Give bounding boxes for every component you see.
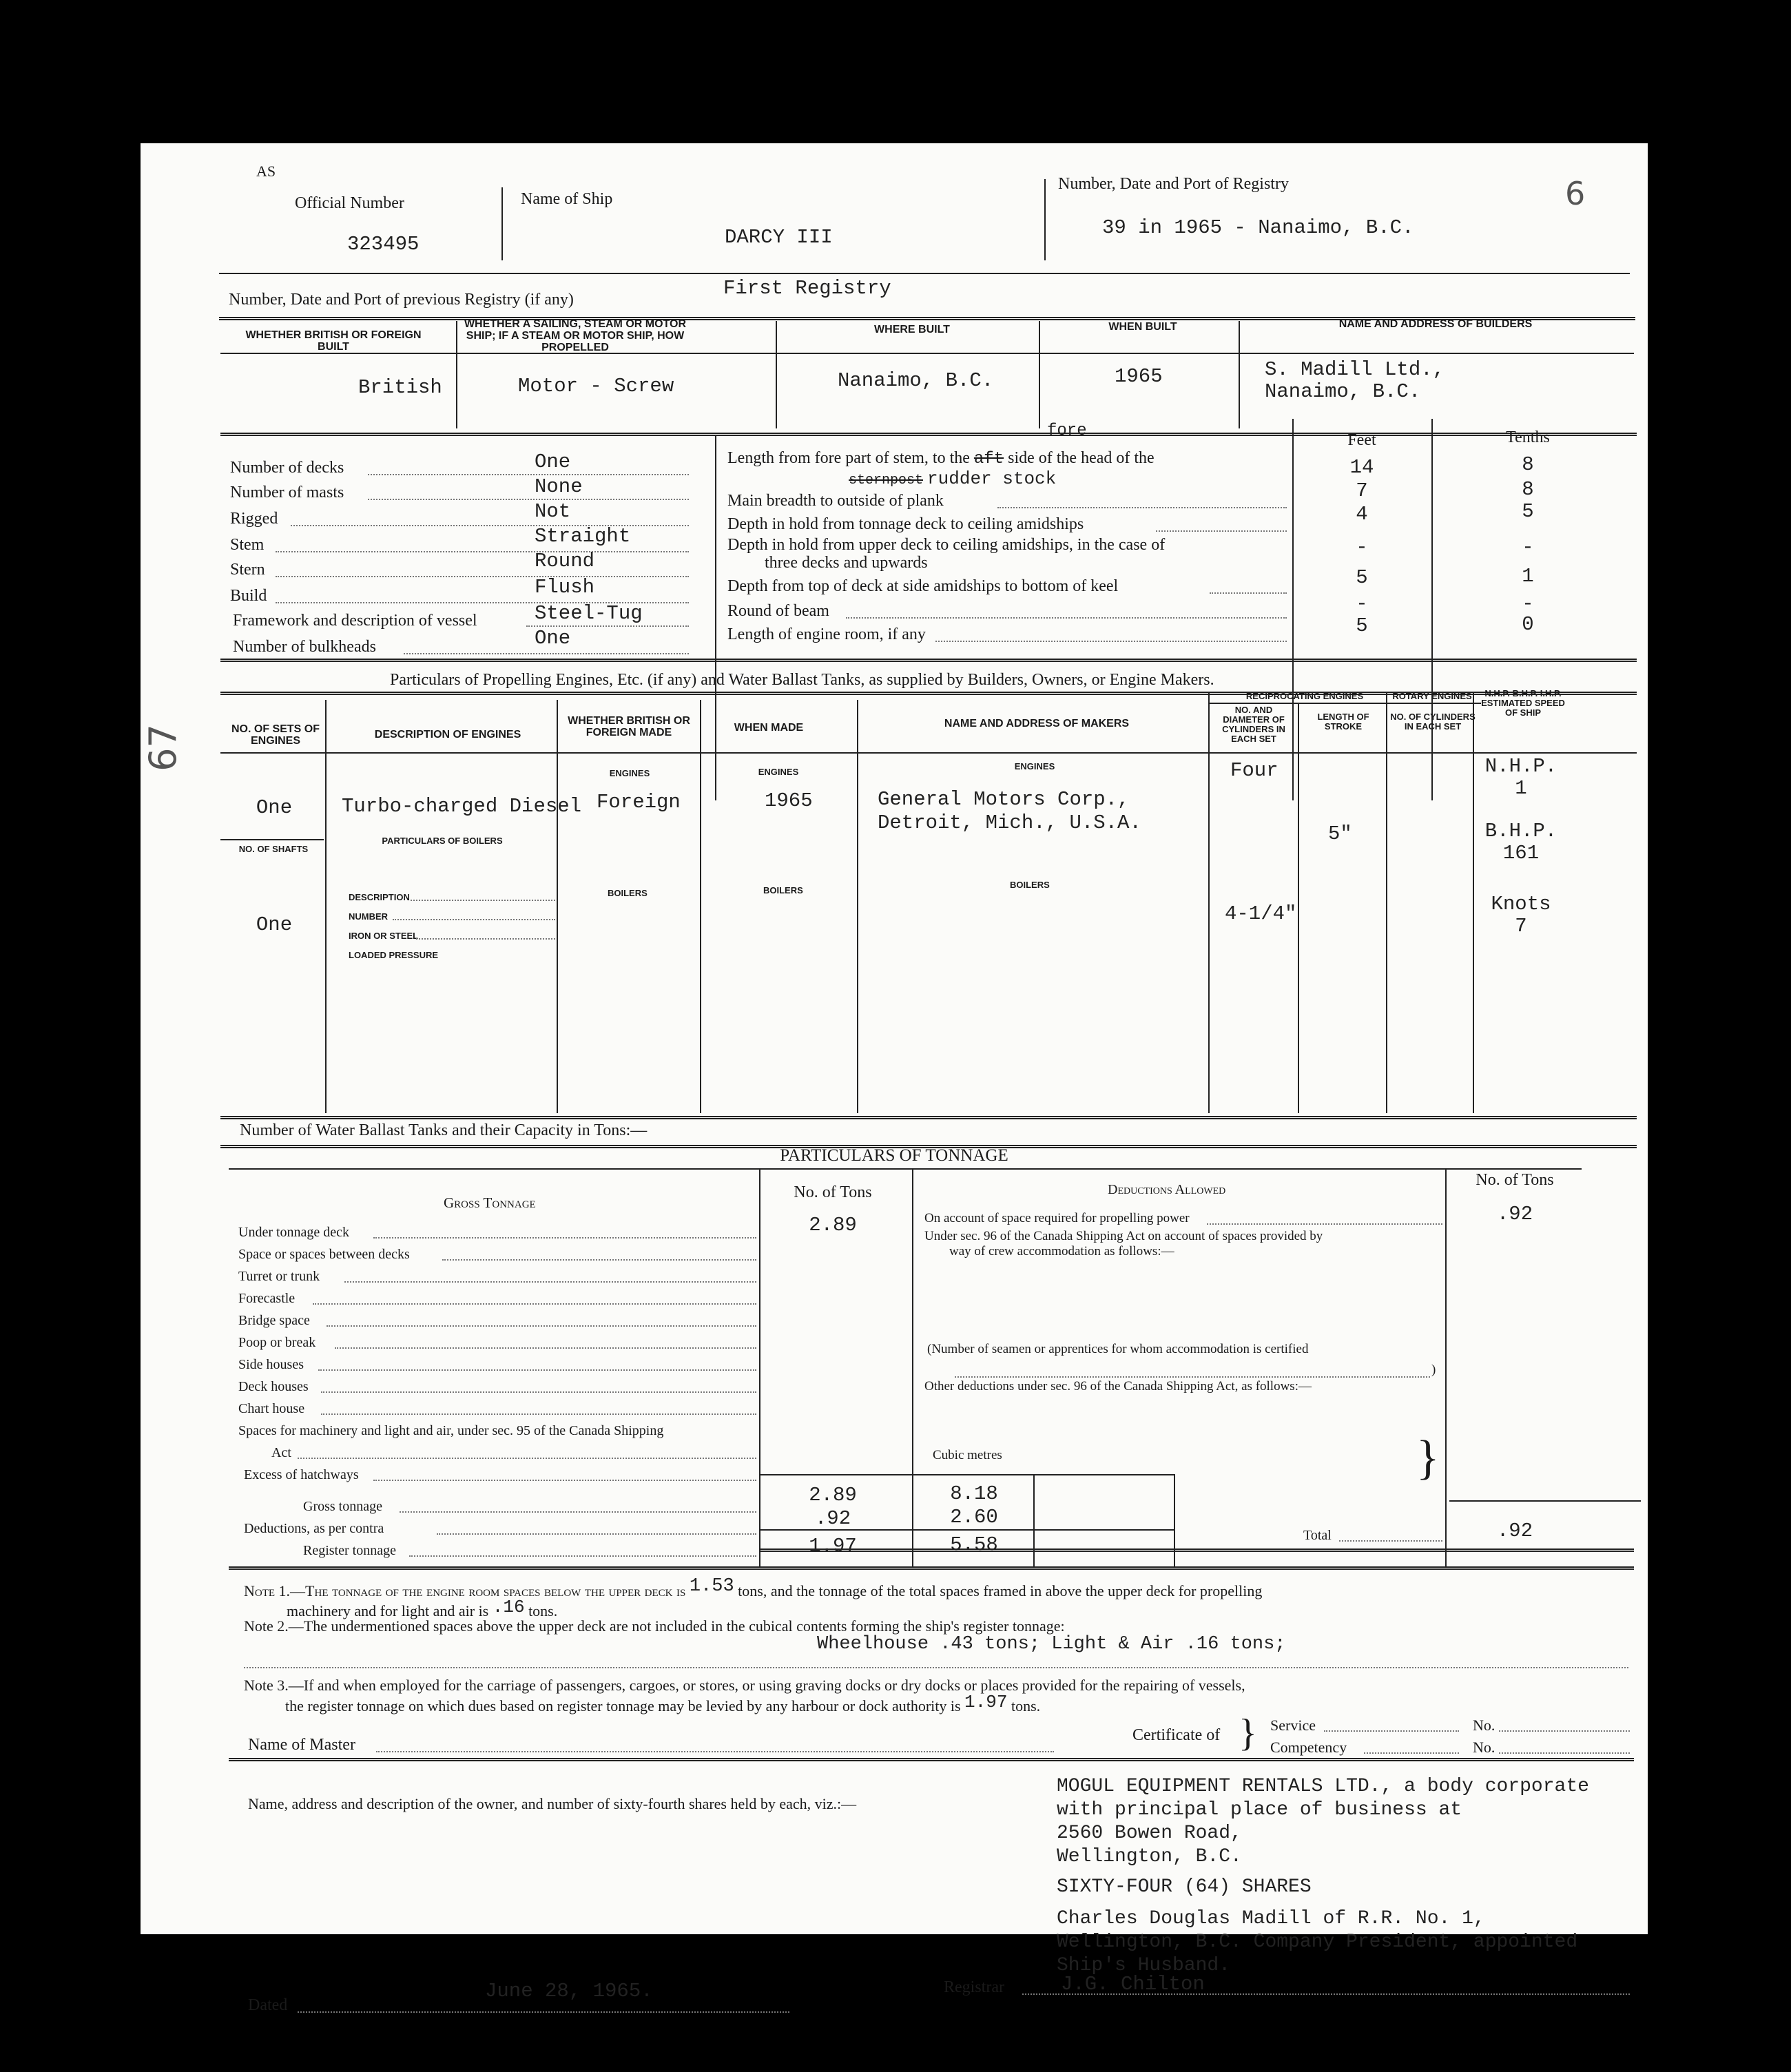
certificate-label: Certificate of bbox=[1132, 1726, 1221, 1744]
tenths-value: - bbox=[1522, 536, 1534, 559]
struck-text: aft bbox=[973, 450, 1004, 468]
register-label: Register tonnage bbox=[303, 1543, 396, 1558]
gross-item: Excess of hatchways bbox=[244, 1467, 359, 1482]
dotted-leader bbox=[846, 617, 1287, 619]
divider bbox=[912, 1168, 913, 1566]
gross-item: Space or spaces between decks bbox=[238, 1247, 410, 1262]
gross-item: Deck houses bbox=[238, 1379, 309, 1394]
owner-line: Wellington, B.C. bbox=[1057, 1846, 1242, 1867]
gross-item: Chart house bbox=[238, 1401, 305, 1416]
feet-value: 14 bbox=[1349, 456, 1374, 479]
dotted-leader bbox=[1499, 1752, 1630, 1754]
dotted-leader bbox=[321, 1391, 756, 1393]
field-value: Straight bbox=[535, 525, 631, 548]
note3-value: 1.97 bbox=[964, 1692, 1008, 1712]
sets-value: One bbox=[256, 796, 293, 819]
dotted-leader bbox=[373, 1480, 756, 1481]
tenths-value: 1 bbox=[1522, 565, 1534, 588]
builders-line2: Nanaimo, B.C. bbox=[1265, 380, 1421, 403]
shares: SIXTY-FOUR (64) SHARES bbox=[1057, 1876, 1312, 1898]
divider bbox=[456, 321, 457, 428]
feet-value: 5 bbox=[1356, 566, 1368, 589]
divider bbox=[557, 700, 558, 1113]
register-tons: 1.97 bbox=[809, 1535, 857, 1557]
field-label: Framework and description of vessel bbox=[233, 612, 477, 630]
struck-text: sternpost bbox=[849, 473, 924, 488]
divider bbox=[501, 187, 503, 260]
reciprocating-header: RECIPROCATING ENGINES bbox=[1245, 691, 1364, 701]
ballast-label: Number of Water Ballast Tanks and their Capacity in Tons:— bbox=[240, 1121, 648, 1139]
rule bbox=[1583, 1500, 1641, 1502]
official-number: 323495 bbox=[347, 233, 420, 256]
note1-value2: .16 bbox=[492, 1597, 525, 1617]
divider bbox=[700, 700, 701, 1113]
dotted-leader bbox=[298, 2011, 789, 2013]
divider bbox=[715, 435, 716, 800]
dim-label: Length of engine room, if any bbox=[727, 625, 926, 643]
dotted-leader bbox=[1207, 1223, 1442, 1225]
rule bbox=[229, 1168, 1582, 1170]
note2: Note 2.—The undermentioned spaces above the upper deck are not included in the cubical contents forming the ship's register tonnage: bbox=[244, 1617, 1065, 1635]
rule bbox=[229, 1758, 1634, 1761]
shafts-value: One bbox=[256, 913, 293, 936]
cubic-metres-label: Cubic metres bbox=[933, 1448, 1002, 1462]
tenths-header: Tenths bbox=[1506, 428, 1550, 446]
engines-word: ENGINES bbox=[1014, 761, 1055, 771]
tenths-value: 5 bbox=[1522, 500, 1534, 523]
dotted-leader bbox=[327, 1325, 756, 1327]
dotted-leader bbox=[400, 1511, 756, 1513]
dotted-leader bbox=[373, 1237, 756, 1239]
note-text: the register tonnage on which dues based on register tonnage may be levied by any harbour or dock authority is bbox=[285, 1697, 961, 1714]
dim-label: Round of beam bbox=[727, 602, 829, 620]
divider bbox=[776, 321, 777, 428]
under-deck-tons: 2.89 bbox=[809, 1214, 857, 1236]
boilers-header: PARTICULARS OF BOILERS bbox=[382, 836, 503, 846]
side-mark: 67 bbox=[141, 724, 185, 771]
boilers-word: BOILERS bbox=[763, 885, 803, 895]
boiler-description-label: DESCRIPTION bbox=[349, 892, 410, 902]
gross-cubic: 8.18 bbox=[950, 1482, 998, 1505]
bhp-value: 161 bbox=[1502, 842, 1540, 864]
gross-header: Gross Tonnage bbox=[444, 1194, 536, 1211]
divider bbox=[1044, 179, 1046, 260]
divider bbox=[1039, 321, 1040, 428]
brace-mark: } bbox=[1416, 1431, 1440, 1484]
rule bbox=[760, 1529, 1174, 1531]
registry-label: Number, Date and Port of Registry bbox=[1058, 175, 1289, 193]
dotted-leader bbox=[411, 900, 555, 901]
dotted-leader bbox=[276, 576, 689, 577]
note-text: machinery and for light and air is bbox=[287, 1602, 489, 1619]
brace-mark: } bbox=[1239, 1712, 1257, 1754]
note-text: tons. bbox=[1011, 1697, 1041, 1714]
registry-document bbox=[141, 143, 1648, 2014]
as-mark: AS bbox=[256, 163, 276, 180]
field-label: Number of bulkheads bbox=[233, 638, 376, 656]
nhp-value: 1 bbox=[1515, 777, 1527, 800]
total-value: .92 bbox=[1496, 1520, 1533, 1542]
shafts-header: NO. OF SHAFTS bbox=[238, 844, 309, 854]
dotted-leader bbox=[368, 474, 689, 475]
deduct-tons: .92 bbox=[814, 1507, 851, 1530]
dotted-leader bbox=[416, 938, 555, 940]
sets-header: NO. OF SETS OF ENGINES bbox=[231, 723, 320, 747]
registrar-value: J.G. Chilton bbox=[1061, 1973, 1205, 1996]
rule bbox=[760, 1474, 1174, 1475]
cylinders-value: Four bbox=[1230, 759, 1278, 782]
bhp-label: B.H.P. bbox=[1484, 820, 1557, 842]
field-label: Number of masts bbox=[230, 484, 344, 501]
registry-value: 39 in 1965 - Nanaimo, B.C. bbox=[1102, 216, 1414, 239]
husband-line: Charles Douglas Madill of R.R. No. 1, bbox=[1057, 1908, 1485, 1929]
tenths-value: - bbox=[1522, 592, 1534, 615]
col-header-british: WHETHER BRITISH OR FOREIGN BUILT bbox=[245, 329, 422, 353]
total-label: Total bbox=[1303, 1528, 1332, 1543]
deduction-sec96-line2: way of crew accommodation as follows:— bbox=[949, 1244, 1174, 1258]
field-value: Round bbox=[535, 550, 595, 572]
divider bbox=[1174, 1474, 1175, 1568]
when-made-header: WHEN MADE bbox=[734, 722, 804, 734]
rule bbox=[220, 353, 1634, 354]
rule bbox=[220, 752, 1637, 754]
dotted-leader bbox=[335, 1347, 756, 1349]
field-label: Number of decks bbox=[230, 459, 344, 477]
dotted-leader bbox=[393, 919, 555, 920]
engines-word: ENGINES bbox=[758, 767, 799, 777]
propelling-tons: .92 bbox=[1496, 1203, 1533, 1225]
propulsion-value: Motor - Screw bbox=[518, 375, 674, 397]
deductions-header: Deductions Allowed bbox=[1108, 1182, 1226, 1197]
maker-line2: Detroit, Mich., U.S.A. bbox=[878, 811, 1141, 834]
british-value: Foreign bbox=[597, 791, 681, 814]
master-label: Name of Master bbox=[248, 1736, 355, 1754]
seamen-close: ) bbox=[1431, 1363, 1436, 1377]
gross-item: Turret or trunk bbox=[238, 1269, 320, 1284]
stroke-value: 5" bbox=[1328, 822, 1352, 845]
dotted-leader bbox=[955, 1376, 1430, 1378]
boiler-iron-label: IRON OR STEEL bbox=[349, 931, 419, 941]
divider bbox=[325, 700, 327, 1113]
dotted-leader bbox=[1210, 592, 1287, 594]
divider bbox=[1033, 1474, 1035, 1568]
knots-value: 7 bbox=[1515, 915, 1527, 937]
field-value: Not bbox=[535, 500, 571, 523]
previous-registry-label: Number, Date and Port of previous Registry (if any) bbox=[229, 291, 574, 309]
dotted-leader bbox=[1364, 1752, 1459, 1754]
note3-line1: Note 3.—If and when employed for the carriage of passengers, cargoes, or stores, or using graving docks or dry docks or places provided for the repairing of vessels, bbox=[244, 1677, 1245, 1694]
col-header-where-built: WHERE BUILT bbox=[874, 324, 950, 335]
gross-item: Side houses bbox=[238, 1357, 304, 1372]
page-mark: 6 bbox=[1565, 175, 1586, 212]
feet-value: 5 bbox=[1356, 614, 1368, 637]
hp-header: N.H.P. B.H.P. I.H.P. ESTIMATED SPEED OF SHIP bbox=[1481, 688, 1565, 718]
owner-line: with principal place of business at bbox=[1057, 1799, 1462, 1821]
feet-value: 4 bbox=[1356, 503, 1368, 526]
rudder-stock-text: rudder stock bbox=[927, 468, 1057, 489]
dotted-leader bbox=[437, 1533, 756, 1535]
tenths-value: 8 bbox=[1522, 453, 1534, 476]
deductions-label: Deductions, as per contra bbox=[244, 1521, 384, 1536]
note1-value1: 1.53 bbox=[689, 1576, 734, 1597]
note-text: Note 1.—The tonnage of the engine room spaces below the upper deck is bbox=[244, 1582, 686, 1599]
dated-value: June 28, 1965. bbox=[485, 1980, 653, 2002]
builders-line1: S. Madill Ltd., bbox=[1265, 358, 1445, 381]
deduct-cubic: 2.60 bbox=[950, 1506, 998, 1529]
col-header-when-built: WHEN BUILT bbox=[1108, 321, 1177, 333]
seamen-note: (Number of seamen or apprentices for whom accommodation is certified bbox=[927, 1342, 1309, 1356]
knots-label: Knots bbox=[1491, 893, 1551, 915]
husband-line: Ship's Husband. bbox=[1057, 1955, 1231, 1976]
dotted-leader bbox=[321, 1413, 756, 1415]
tons-header: No. of Tons bbox=[794, 1183, 872, 1201]
col-header-propulsion: WHETHER A SAILING, STEAM OR MOTOR SHIP; IF A STEAM OR MOTOR SHIP, HOW PROPELLED bbox=[464, 318, 687, 353]
rule bbox=[1208, 703, 1481, 704]
rule bbox=[760, 1548, 1634, 1552]
field-value: One bbox=[535, 450, 571, 473]
note1-line1 bbox=[244, 1576, 1263, 1602]
gross-tonnage-label: Gross tonnage bbox=[303, 1499, 382, 1514]
engines-word: ENGINES bbox=[609, 768, 650, 778]
note3-line2 bbox=[285, 1692, 1041, 1717]
competency-no-label: No. bbox=[1473, 1739, 1495, 1756]
field-label: Rigged bbox=[230, 510, 278, 528]
tenths-value: 8 bbox=[1522, 478, 1534, 501]
dotted-leader bbox=[442, 1259, 756, 1261]
divider bbox=[857, 700, 858, 1113]
ship-name: DARCY III bbox=[725, 226, 833, 249]
deduction-propelling: On account of space required for propelling power bbox=[924, 1211, 1190, 1225]
gross-item: Spaces for machinery and light and air, under sec. 95 of the Canada Shipping bbox=[238, 1423, 664, 1438]
name-of-ship-label: Name of Ship bbox=[521, 190, 613, 208]
service-label: Service bbox=[1270, 1717, 1316, 1734]
owner-line: 2560 Bowen Road, bbox=[1057, 1823, 1242, 1844]
other-deductions: Other deductions under sec. 96 of the Canada Shipping Act, as follows:— bbox=[924, 1379, 1312, 1394]
when-value: 1965 bbox=[765, 789, 813, 812]
rule bbox=[219, 273, 1630, 274]
official-number-label: Official Number bbox=[295, 194, 404, 212]
field-label: Build bbox=[230, 587, 267, 605]
note-text: tons, and the tonnage of the total spaces framed in above the upper deck for propelling bbox=[738, 1582, 1263, 1599]
nhp-label: N.H.P. bbox=[1484, 755, 1557, 778]
dim-label: Main breadth to outside of plank bbox=[727, 492, 944, 510]
description-header: DESCRIPTION OF ENGINES bbox=[374, 729, 521, 740]
register-cubic: 5.58 bbox=[950, 1533, 998, 1556]
engines-title: Particulars of Propelling Engines, Etc. (if any) and Water Ballast Tanks, as supplied by Builders, Owners, or Engine Makers. bbox=[390, 671, 1214, 689]
dotted-leader bbox=[298, 1458, 756, 1459]
dotted-leader bbox=[368, 499, 689, 500]
gross-tons: 2.89 bbox=[809, 1484, 857, 1506]
feet-header: Feet bbox=[1347, 431, 1376, 449]
makers-header: NAME AND ADDRESS OF MAKERS bbox=[944, 718, 1130, 729]
feet-value: 7 bbox=[1356, 479, 1368, 502]
note-text: tons. bbox=[528, 1602, 558, 1619]
dotted-leader bbox=[997, 507, 1287, 508]
dim-label-line2: three decks and upwards bbox=[765, 554, 928, 572]
field-value: Steel-Tug bbox=[535, 602, 643, 625]
field-label: Stern bbox=[230, 561, 265, 579]
field-value: One bbox=[535, 627, 571, 650]
dotted-leader bbox=[1324, 1730, 1459, 1732]
field-value: None bbox=[535, 475, 583, 498]
gross-item: Poop or break bbox=[238, 1335, 316, 1350]
divider bbox=[1298, 703, 1299, 1113]
feet-value: - bbox=[1356, 536, 1368, 559]
divider bbox=[1239, 321, 1240, 428]
feet-value: - bbox=[1356, 592, 1368, 615]
cylinders-header: NO. AND DIAMETER OF CYLINDERS IN EACH SET bbox=[1222, 705, 1285, 744]
husband-line: Wellington, B.C. Company President, appointed bbox=[1057, 1931, 1578, 1953]
length-label-line2 bbox=[849, 468, 1056, 489]
gross-item: Under tonnage deck bbox=[238, 1225, 350, 1240]
rule bbox=[220, 1116, 1637, 1119]
british-header: WHETHER BRITISH OR FOREIGN MADE bbox=[568, 715, 690, 738]
dim-label: Depth from top of deck at side amidships to bottom of keel bbox=[727, 577, 1119, 595]
gross-item: Act bbox=[271, 1445, 291, 1460]
boilers-word: BOILERS bbox=[1010, 880, 1050, 890]
length-text: side of the head of the bbox=[1008, 449, 1155, 467]
fore-note: fore bbox=[1047, 422, 1087, 440]
rotary-header: ROTARY ENGINES bbox=[1392, 691, 1472, 701]
dotted-leader bbox=[313, 1303, 756, 1305]
dotted-leader bbox=[244, 1667, 1628, 1668]
divider bbox=[1208, 692, 1210, 1113]
owner-line: MOGUL EQUIPMENT RENTALS LTD., a body corporate bbox=[1057, 1776, 1589, 1797]
where-built-value: Nanaimo, B.C. bbox=[838, 369, 994, 392]
deduction-sec96-line1: Under sec. 96 of the Canada Shipping Act on account of spaces provided by bbox=[924, 1229, 1323, 1243]
note2-value: Wheelhouse .43 tons; Light & Air .16 tons; bbox=[817, 1634, 1286, 1655]
tonnage-title: PARTICULARS OF TONNAGE bbox=[780, 1146, 1008, 1165]
boiler-number-label: NUMBER bbox=[349, 911, 389, 922]
dotted-leader bbox=[409, 1555, 756, 1557]
rotary-cylinders-header: NO. OF CYLINDERS IN EACH SET bbox=[1390, 712, 1476, 732]
stroke-header: LENGTH OF STROKE bbox=[1317, 712, 1369, 732]
description-value: Turbo-charged Diesel bbox=[342, 795, 582, 818]
owner-label: Name, address and description of the owner, and number of sixty-fourth shares held by each, viz.:— bbox=[248, 1795, 857, 1812]
length-text: Length from fore part of stem, to the bbox=[727, 449, 970, 467]
dim-label: Depth in hold from upper deck to ceiling amidships, in the case of bbox=[727, 536, 1166, 554]
british-built-value: British bbox=[358, 376, 442, 399]
col-header-builders: NAME AND ADDRESS OF BUILDERS bbox=[1338, 318, 1533, 330]
competency-label: Competency bbox=[1270, 1739, 1347, 1756]
dotted-leader bbox=[318, 1369, 756, 1371]
dotted-leader bbox=[404, 653, 689, 654]
field-value: Flush bbox=[535, 576, 595, 599]
field-label: Stem bbox=[230, 536, 265, 554]
previous-registry-value: First Registry bbox=[723, 277, 891, 300]
gross-item: Bridge space bbox=[238, 1313, 310, 1328]
length-label bbox=[727, 449, 1155, 468]
dotted-leader bbox=[276, 551, 689, 552]
rule bbox=[229, 1566, 1634, 1570]
dotted-leader bbox=[344, 1281, 756, 1283]
dotted-leader bbox=[1339, 1540, 1442, 1542]
divider bbox=[1386, 692, 1387, 1113]
registrar-label: Registrar bbox=[944, 1978, 1004, 1996]
divider bbox=[1445, 1168, 1447, 1566]
when-built-value: 1965 bbox=[1115, 365, 1163, 388]
boiler-pressure-label: LOADED PRESSURE bbox=[349, 950, 439, 960]
rule bbox=[220, 659, 1637, 662]
dotted-leader bbox=[935, 641, 1287, 642]
dotted-leader bbox=[376, 1751, 1054, 1752]
gross-item: Forecastle bbox=[238, 1291, 296, 1306]
dim-label: Depth in hold from tonnage deck to ceiling amidships bbox=[727, 515, 1084, 533]
service-no-label: No. bbox=[1473, 1717, 1495, 1734]
cylinders-diameter: 4-1/4" bbox=[1225, 902, 1297, 925]
dotted-leader bbox=[1499, 1730, 1630, 1732]
tons-header-right: No. of Tons bbox=[1476, 1171, 1554, 1189]
dated-label: Dated bbox=[248, 1996, 288, 2014]
tenths-value: 0 bbox=[1522, 613, 1534, 636]
boilers-word: BOILERS bbox=[608, 888, 648, 898]
rule bbox=[220, 839, 324, 840]
dotted-leader bbox=[1156, 530, 1287, 532]
maker-line1: General Motors Corp., bbox=[878, 788, 1130, 811]
rule bbox=[1449, 1500, 1583, 1502]
